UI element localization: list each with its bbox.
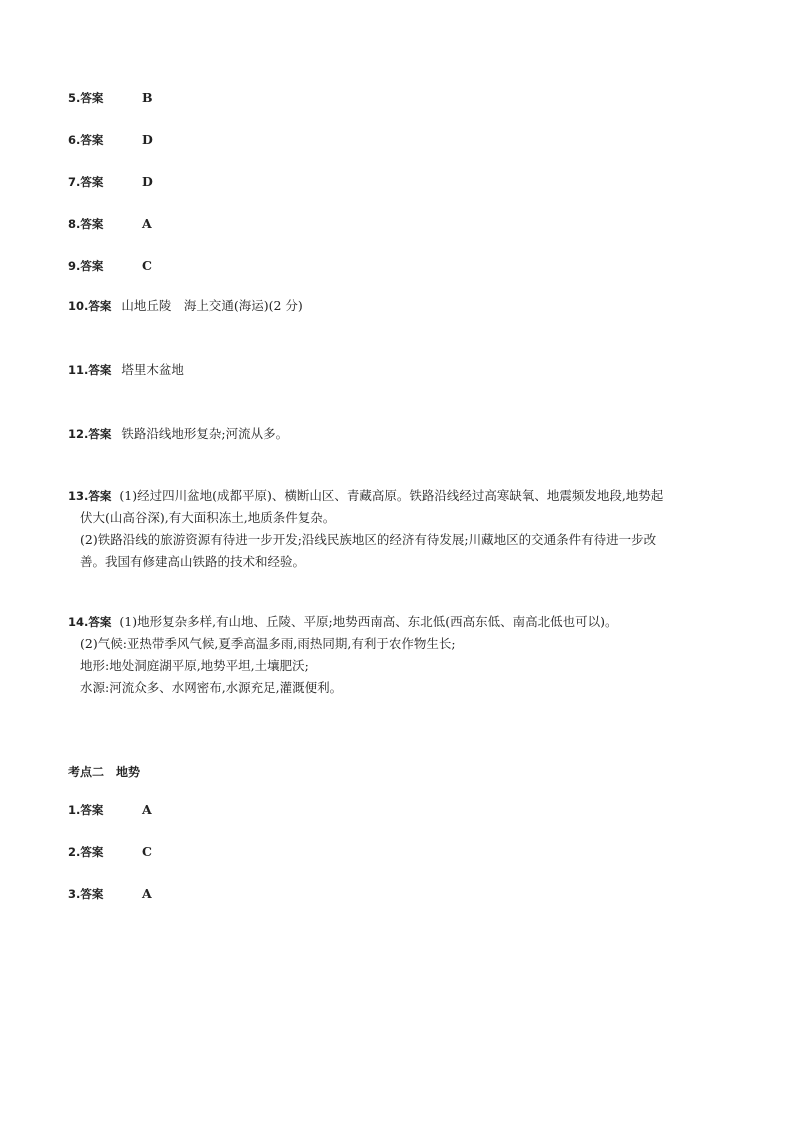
answer-value: C: [142, 258, 152, 273]
answer-value: A: [142, 802, 152, 817]
question-number: 11.: [68, 363, 89, 377]
answer-block-14: [68, 611, 668, 699]
answer-label: 答案: [88, 363, 112, 377]
answer-label: 答案: [80, 217, 104, 231]
answer-row-10: [68, 295, 303, 317]
question-number: 2.: [68, 845, 81, 859]
answer-row-5: [68, 87, 153, 109]
answer-label: 答案: [80, 845, 104, 859]
answer-row-6: [68, 129, 153, 151]
answer-row-9: [68, 255, 152, 277]
answer-block-13: [68, 485, 668, 573]
answer-paragraph-3: 地形:地处洞庭湖平原,地势平坦,土壤肥沃;: [80, 658, 309, 673]
question-number: 8.: [68, 217, 81, 231]
question-number: 3.: [68, 887, 81, 901]
answer-value: A: [142, 886, 152, 901]
answer-label: 答案: [80, 133, 104, 147]
answer-row-12: [68, 423, 288, 445]
answer-label: 答案: [80, 803, 104, 817]
answer-label: 答案: [80, 259, 104, 273]
answer-row-8: [68, 213, 152, 235]
answer-label: 答案: [88, 489, 112, 503]
section2-answer-row-3: [68, 883, 152, 905]
answer-value: D: [142, 132, 153, 147]
answer-text: 山地丘陵 海上交通(海运)(2 分): [121, 298, 303, 313]
question-number: 12.: [68, 427, 89, 441]
question-number: 9.: [68, 259, 81, 273]
answer-paragraph-2: (2)铁路沿线的旅游资源有待进一步开发;沿线民族地区的经济有待发展;川藏地区的交通条件有待进一步改善。我国有修建高山铁路的技术和经验。: [80, 532, 657, 569]
answer-paragraph-1: [68, 485, 668, 529]
answer-paragraph-2: (2)气候:亚热带季风气候,夏季高温多雨,雨热同期,有利于农作物生长;: [80, 636, 456, 651]
section-heading: 考点二 地势: [68, 765, 141, 779]
section2-answer-row-1: [68, 799, 152, 821]
section2-answer-row-2: [68, 841, 152, 863]
answer-row-7: [68, 171, 153, 193]
answer-value: A: [142, 216, 152, 231]
question-number: 5.: [68, 91, 81, 105]
answer-label: 答案: [88, 615, 112, 629]
answer-label: 答案: [88, 299, 112, 313]
answer-paragraph-1: [68, 611, 668, 633]
question-number: 14.: [68, 615, 89, 629]
question-number: 7.: [68, 175, 81, 189]
answer-paragraph-4: 水源:河流众多、水网密布,水源充足,灌溉便利。: [80, 680, 343, 695]
answer-text: 塔里木盆地: [121, 362, 184, 377]
answer-label: 答案: [88, 427, 112, 441]
answer-value: C: [142, 844, 152, 859]
question-number: 1.: [68, 803, 81, 817]
question-number: 10.: [68, 299, 89, 313]
answer-text: (1)经过四川盆地(成都平原)、横断山区、青藏高原。铁路沿线经过高寒缺氧、地震频发地段,地势起伏大(山高谷深),有大面积冻土,地质条件复杂。: [80, 488, 664, 525]
answer-label: 答案: [80, 887, 104, 901]
answer-label: 答案: [80, 175, 104, 189]
answer-text: 铁路沿线地形复杂;河流从多。: [121, 426, 289, 441]
question-number: 6.: [68, 133, 81, 147]
answer-label: 答案: [80, 91, 104, 105]
question-number: 13.: [68, 489, 89, 503]
answer-value: D: [142, 174, 153, 189]
answer-text: (1)地形复杂多样,有山地、丘陵、平原;地势西南高、东北低(西高东低、南高北低也可以)。: [119, 614, 618, 629]
answer-value: B: [142, 90, 153, 105]
answer-row-11: [68, 359, 184, 381]
